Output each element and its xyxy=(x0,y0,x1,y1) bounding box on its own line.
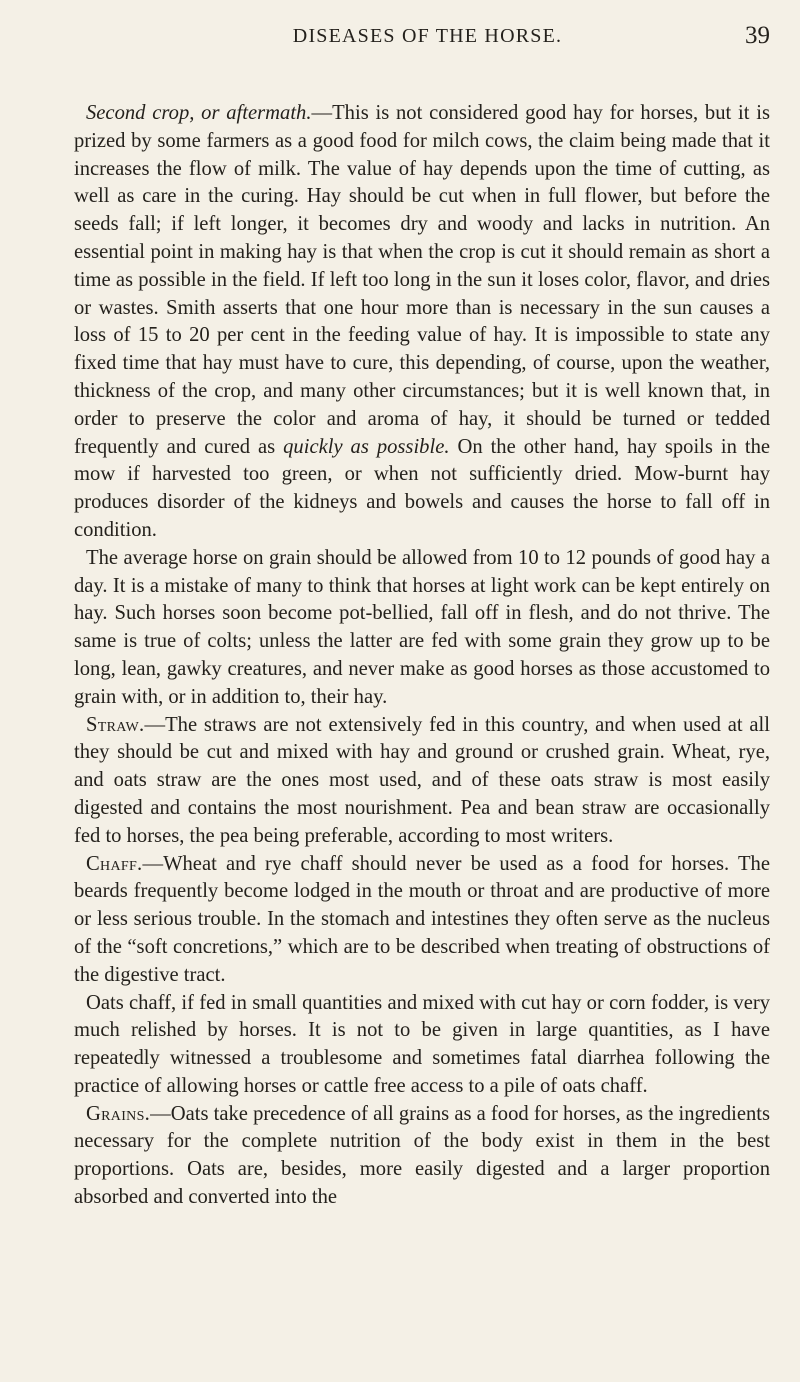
section-lead-second-crop: Second crop, or aftermath. xyxy=(86,102,312,124)
page-number: 39 xyxy=(745,22,770,49)
section-lead-straw: Straw. xyxy=(86,713,145,736)
paragraph-text: —Oats take precedence of all grains as a food for horses, as the ingredients necessary for the complete nutrition of the body exist in them in the best proportions. Oats are, besides, more easily digested and a larger proportion absorbed and converted into the xyxy=(74,1102,771,1209)
section-lead-grains: Grains. xyxy=(86,1102,151,1125)
paragraph-text: Oats chaff, if fed in small quantities and mixed with cut hay or corn fodder, is very much relished by horses. It is not to be given in large quantities, as I have repeatedly witnessed a troublesome and sometimes fatal diarrhea following the practice of allowing horses or cattle free access to a pile of oats chaff. xyxy=(74,991,770,1097)
paragraph-chaff xyxy=(74,851,770,990)
paragraph-second-crop xyxy=(74,100,770,545)
section-lead-chaff: Chaff. xyxy=(86,852,143,875)
running-head: DISEASES OF THE HORSE. xyxy=(292,24,563,47)
paragraph-straw xyxy=(74,712,770,851)
paragraph-tail: On the other hand, hay spoils in the mow if harvested too green, or when not sufficiently dried. Mow-burnt hay produces disorder of the kidneys and bowels and causes the horse to fall off in condition. xyxy=(74,435,771,541)
paragraph-oats-chaff xyxy=(74,990,770,1101)
paragraph-text: —This is not considered good hay for horses, but it is prized by some farmers as a good food for milch cows, the claim being made that it increases the flow of milk. The value of hay depends upon the time of cutting, as well as care in the curing. Hay should be cut when in full flower, but before the seeds fall; if left longer, it becomes dry and woody and lacks in nutrition. An essential point in making hay is that when the crop is cut it should remain as short a time as possible in the field. If left too long in the sun it loses color, flavor, and dries or wastes. Smith asserts that one hour more than is necessary in the sun causes a loss of 15 to 20 per cent in the feeding value of hay. It is impossible to state any fixed time that hay must have to cure, this depending, of course, upon the weather, thickness of the crop, and many other circumstances; but it is well known that, in order to preserve the color and aroma of hay, it should be turned or tedded frequently and cured as xyxy=(74,102,770,458)
paragraph-text: —Wheat and rye chaff should never be used as a food for horses. The beards frequently become lodged in the mouth or throat and are productive of more or less serious trouble. In the stomach and intestines they often serve as the nucleus of the “soft concretions,” which are to be described when treating of obstructions of the digestive tract. xyxy=(74,852,770,986)
paragraph-text: —The straws are not extensively fed in this country, and when used at all they should be cut and mixed with hay and ground or crushed grain. Wheat, rye, and oats straw are the ones most used, and of these oats straw is most easily digested and contains the most nourishment. Pea and bean straw are occasionally fed to horses, the pea being preferable, according to most writers. xyxy=(74,713,770,847)
emphasis-quickly: quickly as possible. xyxy=(283,435,450,458)
page-header xyxy=(75,16,770,56)
body-text xyxy=(74,100,770,1212)
paragraph-average-horse xyxy=(74,545,770,712)
paragraph-grains xyxy=(74,1101,770,1212)
paragraph-text: The average horse on grain should be allowed from 10 to 12 pounds of good hay a day. It is a mistake of many to think that horses at light work can be kept entirely on hay. Such horses soon become pot-bellied, fall off in flesh, and do not thrive. The same is true of colts; unless the latter are fed with some grain they grow up to be long, lean, gawky creatures, and never make as good horses as those accustomed to grain with, or in addition to, their hay. xyxy=(74,546,770,708)
